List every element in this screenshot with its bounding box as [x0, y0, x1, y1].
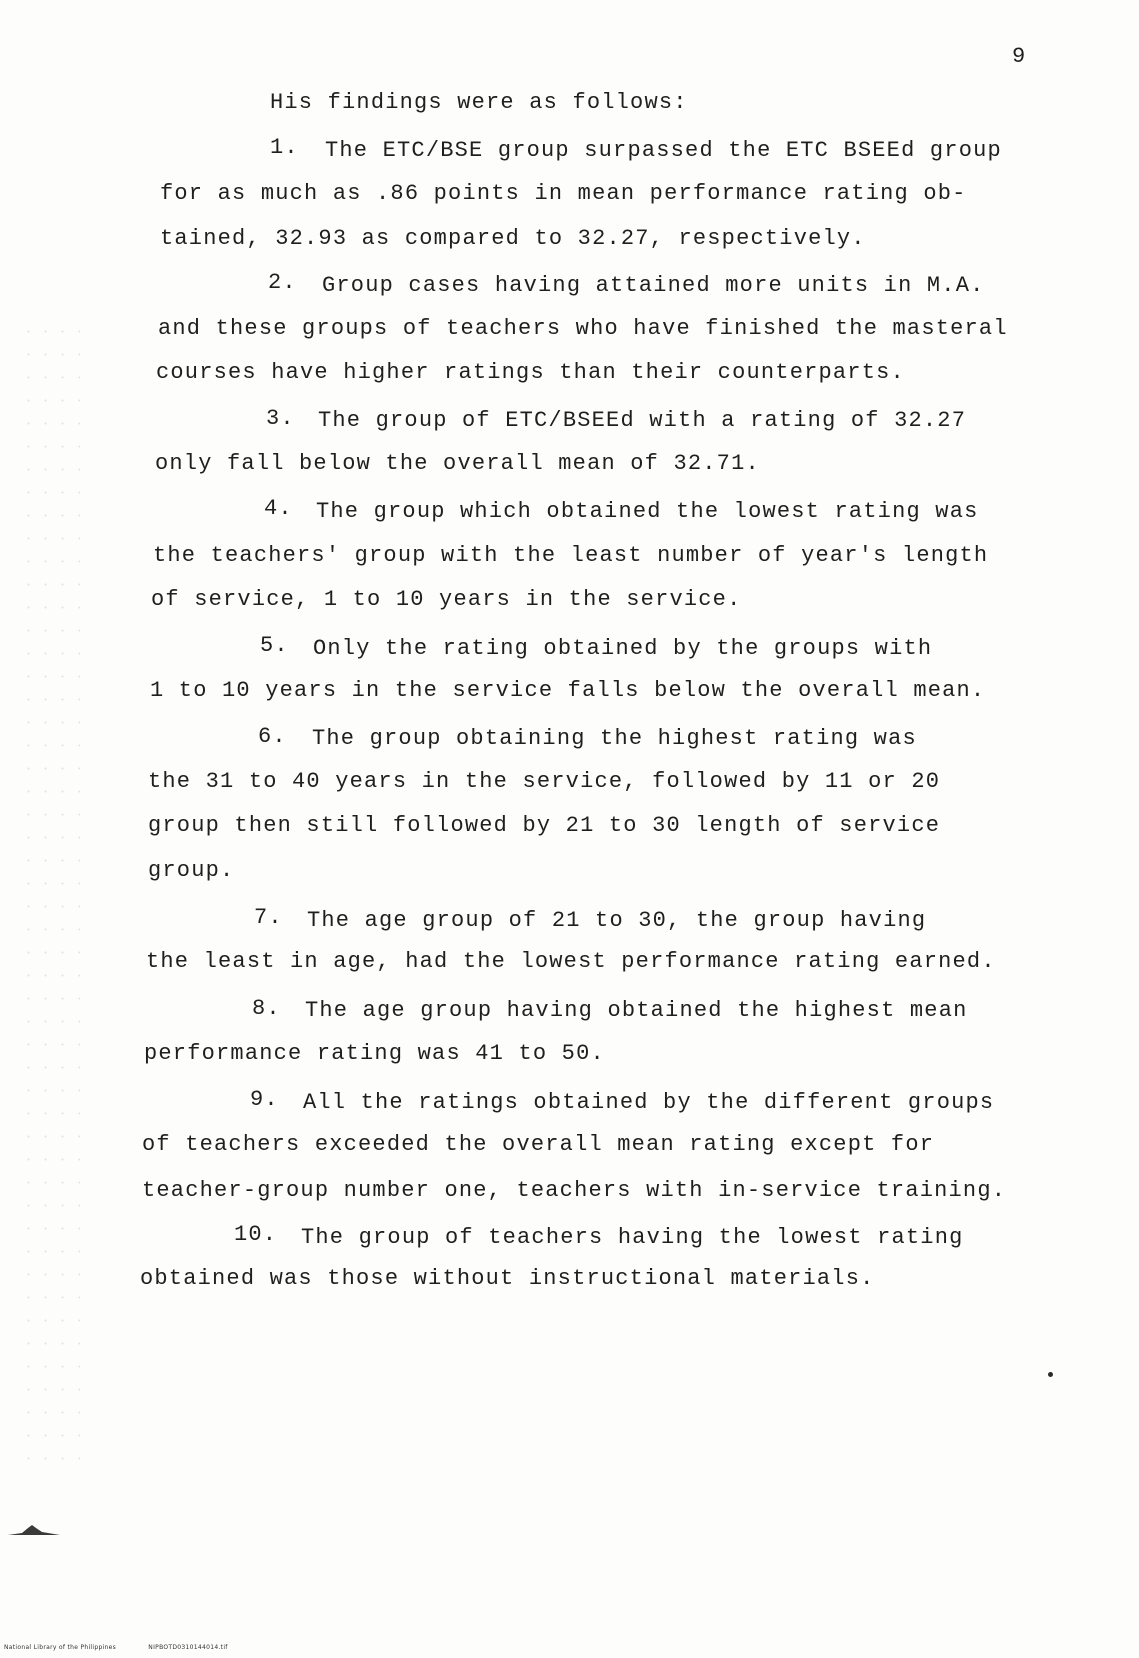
finding-9-line-3: teacher-group number one, teachers with in-service training.: [142, 1178, 1007, 1203]
finding-2-number: 2.: [268, 270, 297, 295]
finding-6-number: 6.: [258, 724, 287, 749]
finding-10-line-1: The group of teachers having the lowest rating: [301, 1225, 964, 1250]
finding-8-line-2: performance rating was 41 to 50.: [144, 1041, 605, 1066]
finding-7-number: 7.: [254, 905, 283, 930]
finding-8-number: 8.: [252, 996, 281, 1021]
scan-footer: [4, 1644, 258, 1651]
finding-4-number: 4.: [264, 496, 293, 521]
scan-footer-library: National Library of the Philippines: [4, 1644, 117, 1651]
finding-6-line-2: the 31 to 40 years in the service, followed by 11 or 20: [148, 769, 941, 794]
scan-smudge: [8, 1524, 60, 1536]
finding-2-line-1: Group cases having attained more units in M.A.: [322, 273, 985, 298]
finding-6-line-4: group.: [148, 858, 235, 883]
finding-3-line-2: only fall below the overall mean of 32.71.: [155, 451, 760, 476]
scan-speck: [1048, 1372, 1053, 1377]
finding-9-number: 9.: [250, 1087, 279, 1112]
finding-4-line-3: of service, 1 to 10 years in the service.: [151, 587, 742, 612]
finding-5-number: 5.: [260, 633, 289, 658]
finding-1-number: 1.: [270, 135, 299, 160]
finding-7-line-1: The age group of 21 to 30, the group having: [307, 908, 927, 933]
scan-noise: [20, 320, 80, 1470]
finding-3-number: 3.: [266, 406, 295, 431]
finding-5-line-2: 1 to 10 years in the service falls below the overall mean.: [150, 678, 986, 703]
finding-1-line-2: for as much as .86 points in mean performance rating ob-: [160, 181, 967, 206]
finding-10-line-2: obtained was those without instructional materials.: [140, 1266, 875, 1291]
finding-2-line-3: courses have higher ratings than their counterparts.: [156, 360, 905, 385]
finding-3-line-1: The group of ETC/BSEEd with a rating of 32.27: [318, 408, 967, 433]
finding-1-line-1: The ETC/BSE group surpassed the ETC BSEEd group: [325, 138, 1002, 163]
finding-7-line-2: the least in age, had the lowest performance rating earned.: [146, 949, 996, 974]
finding-9-line-1: All the ratings obtained by the different groups: [303, 1090, 995, 1115]
finding-5-line-1: Only the rating obtained by the groups with: [313, 636, 933, 661]
page-number: 9: [1012, 44, 1026, 69]
scan-footer-file: NIPBOTD0310144014.tif: [148, 1644, 228, 1651]
finding-10-number: 10.: [234, 1222, 278, 1247]
finding-6-line-3: group then still followed by 21 to 30 length of service: [148, 813, 941, 838]
finding-9-line-2: of teachers exceeded the overall mean rating except for: [142, 1132, 935, 1157]
intro-line: His findings were as follows:: [270, 90, 688, 115]
finding-2-line-2: and these groups of teachers who have finished the masteral: [158, 316, 1008, 341]
finding-8-line-1: The age group having obtained the highest mean: [305, 998, 968, 1023]
finding-4-line-1: The group which obtained the lowest rating was: [316, 499, 979, 524]
finding-1-line-3: tained, 32.93 as compared to 32.27, respectively.: [160, 226, 866, 251]
finding-4-line-2: the teachers' group with the least number of year's length: [153, 543, 989, 568]
finding-6-line-1: The group obtaining the highest rating was: [312, 726, 917, 751]
